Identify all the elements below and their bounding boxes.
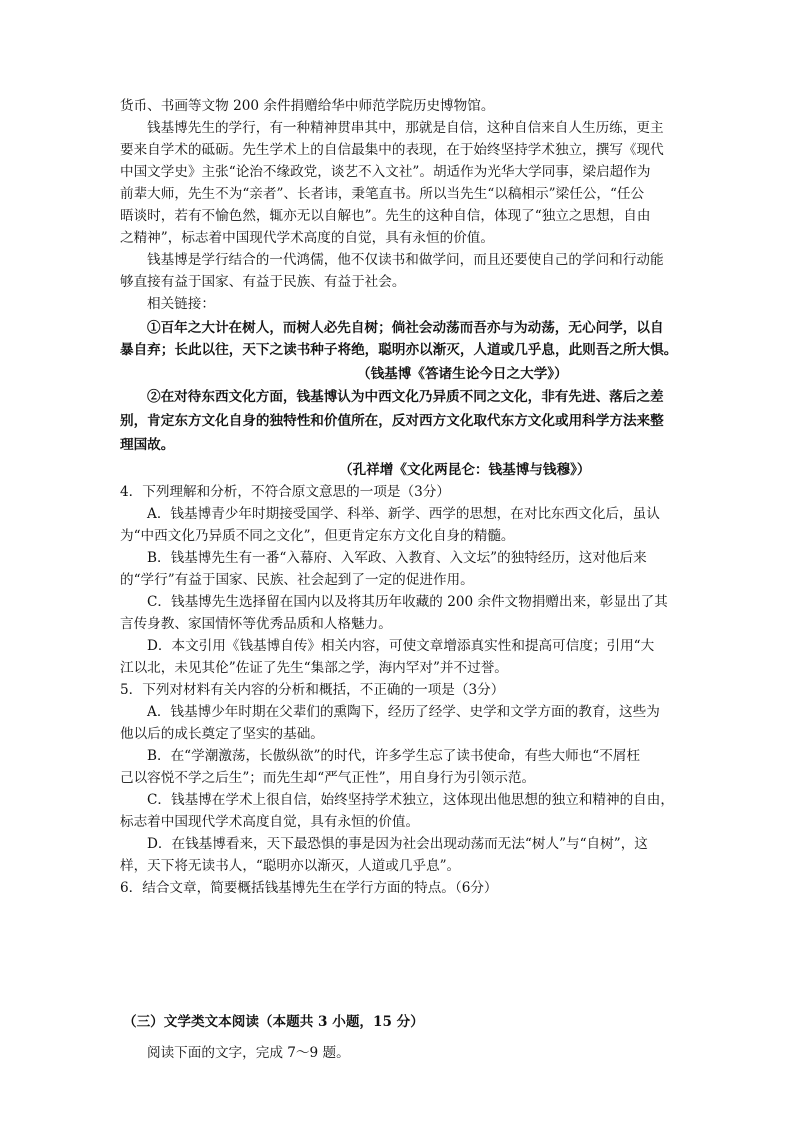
question-4-option-d: D．本文引用《钱基博自传》相关内容，可使文章增添真实性和提高可信度；引用“大	[147, 638, 655, 654]
question-5-option-a: A．钱基博少年时期在父辈们的熏陶下，经历了经学、史学和文学方面的教育，这些为	[147, 704, 660, 720]
question-5-option-c: C．钱基博在学术上很自信，始终坚持学术独立，这体现出他思想的独立和精神的自由，	[147, 792, 674, 808]
question-6-stem: 6．结合文章，简要概括钱基博先生在学行方面的特点。（6分）	[120, 880, 498, 896]
question-5-option-c: 标志着中国现代学术高度自觉，具有永恒的价值。	[120, 814, 420, 830]
question-4-option-c: 言传身教、家国情怀等优秀品质和人格魅力。	[120, 616, 392, 632]
question-5-option-d: D．在钱基博看来，天下最恐惧的事是因为社会出现动荡而无法“树人”与“自树”，这	[147, 836, 648, 852]
paragraph-line: 之精神”，标志着中国现代学术高度的自觉，具有永恒的价值。	[120, 230, 494, 246]
question-4-stem: 4．下列理解和分析，不符合原文意思的一项是（3分）	[120, 484, 450, 500]
question-4-option-a: 为“中西文化乃异质不同之文化”，但更肯定东方文化自身的精髓。	[120, 528, 515, 544]
question-4-option-b: 的“学行”有益于国家、民族、社会起到了一定的促进作用。	[120, 572, 474, 588]
question-5-stem: 5．下列对材料有关内容的分析和概括，不正确的一项是（3分）	[120, 682, 505, 698]
paragraph-line: 要来自学术的砥砺。先生学术上的自信最集中的表现，在于始终坚持学术独立，撰写《现代	[120, 142, 664, 158]
question-4-option-a: A．钱基博青少年时期接受国学、科举、新学、西学的思想，在对比东西文化后，虽认	[147, 506, 660, 522]
related-link-1: ①百年之大计在树人，而树人必先自树；倘社会动荡而吾亦与为动荡，无心问学，以自	[147, 320, 664, 336]
question-5-option-d: 样，天下将无读书人，“聪明亦以渐灭，人道或几乎息”。	[120, 858, 461, 874]
section-3-heading: （三）文学类文本阅读（本题共 3 小题，15 分）	[123, 1014, 424, 1030]
section-3-instruction: 阅读下面的文字，完成 7～9 题。	[147, 1045, 350, 1061]
question-4-option-c: C．钱基博先生选择留在国内以及将其历年收藏的 200 余件文物捐赠出来，彰显出了其	[147, 594, 668, 610]
question-5-option-b: 己以容悦不学之后生”；而先生却“严气正性”，用自身行为引领示范。	[120, 770, 536, 786]
related-link-2: 理国故。	[120, 437, 175, 453]
related-links-label: 相关链接：	[147, 296, 215, 312]
paragraph-line: 中国文学史》主张“论治不缘政党，谈艺不入文社”。胡适作为光华大学同事，梁启超作为	[120, 164, 651, 180]
related-link-2-source: （孔祥增《文化两昆仑：钱基博与钱穆》）	[339, 462, 591, 478]
question-4-option-d: 江以北，未见其伦”佐证了先生“集部之学，海内罕对”并不过誉。	[120, 660, 508, 676]
related-link-1: 暴自弃；长此以往，天下之读书种子将绝，聪明亦以渐灭，人道或几乎息，此则吾之所大惧。	[120, 342, 678, 358]
paragraph-line: 钱基博先生的学行，有一种精神贯串其中，那就是自信，这种自信来自人生历练，更主	[147, 120, 664, 136]
intro-line: 货币、书画等文物 200 余件捐赠给华中师范学院历史博物馆。	[120, 98, 495, 114]
paragraph-line: 够直接有益于国家、有益于民族、有益于社会。	[120, 274, 406, 290]
paragraph-line: 晤谈时，若有不愉色然，辄亦无以自解也”。先生的这种自信，体现了“独立之思想，自由	[120, 208, 651, 224]
related-link-2: 别，肯定东方文化自身的独特性和价值所在，反对西方文化取代东方文化或用科学方法来整	[120, 413, 664, 429]
question-5-option-b: B．在“学潮激荡，长傲纵欲”的时代，许多学生忘了读书使命，有些大师也“不屑枉	[147, 748, 641, 764]
question-4-option-b: B．钱基博先生有一番“入幕府、入军政、入教育、入文坛”的独特经历，这对他后来	[147, 550, 647, 566]
related-link-2: ②在对待东西文化方面，钱基博认为中西文化乃异质不同之文化，非有先进、落后之差	[147, 389, 664, 405]
paragraph-line: 前辈大师，先生不为“亲者”、长者讳，秉笔直书。所以当先生“以稿相示”梁任公，“任公	[120, 186, 645, 202]
question-5-option-a: 他以后的成长奠定了坚实的基础。	[120, 726, 324, 742]
related-link-1-source: （钱基博《答诸生论今日之大学》）	[357, 366, 568, 382]
paragraph-line: 钱基博是学行结合的一代鸿儒，他不仅读书和做学问，而且还要使自己的学问和行动能	[147, 252, 664, 268]
